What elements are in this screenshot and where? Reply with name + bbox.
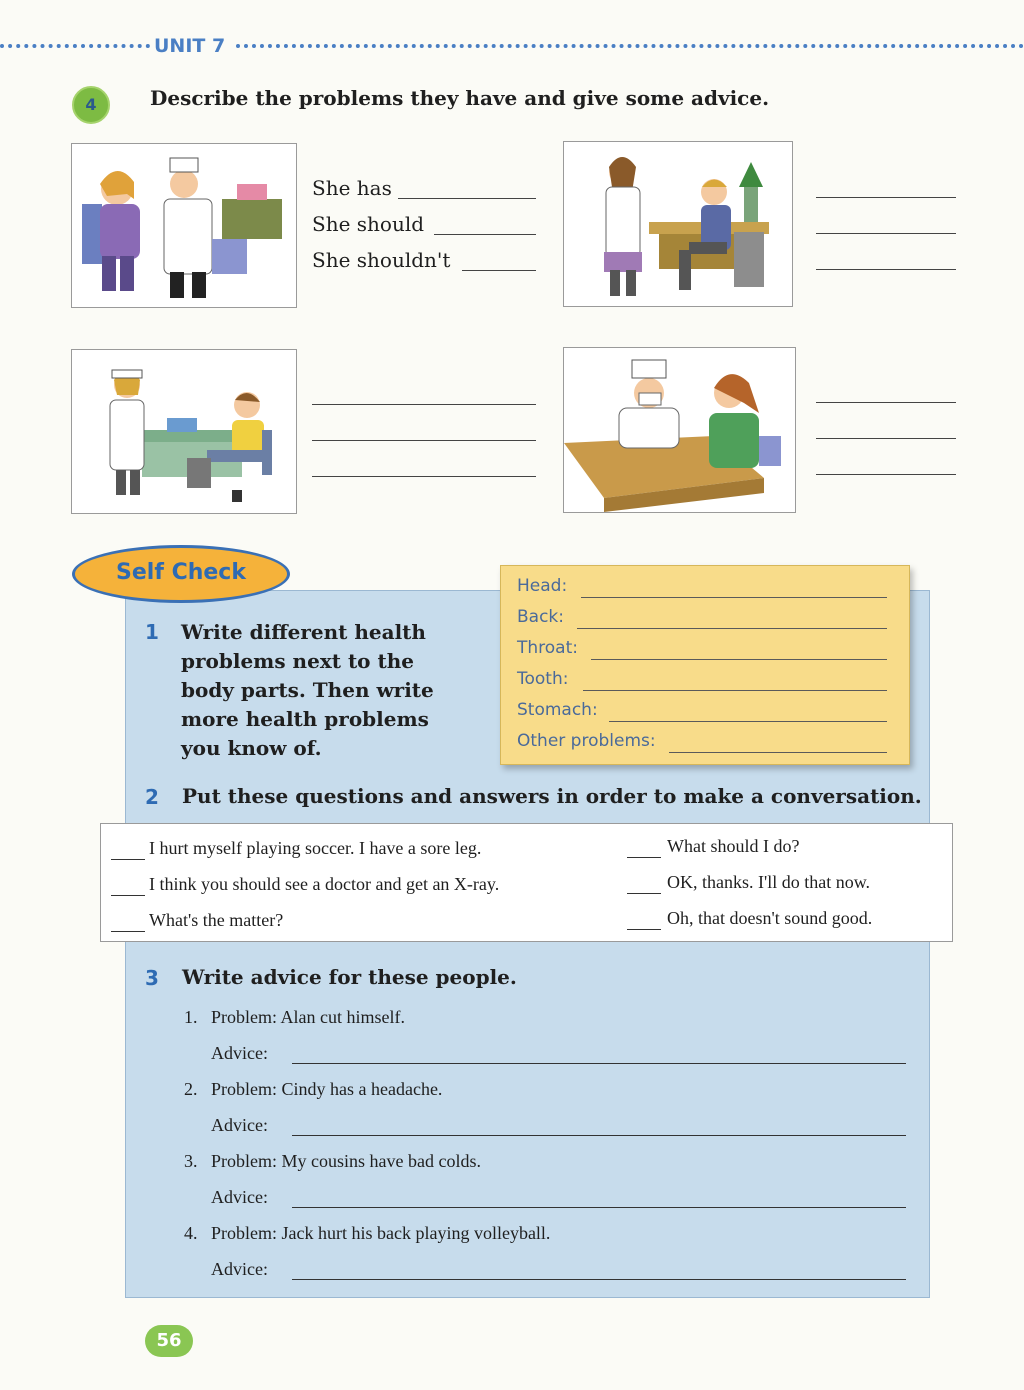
body-part-label: Other problems: xyxy=(517,731,656,751)
answer-line[interactable] xyxy=(816,269,956,270)
illustration-doctor-girl xyxy=(563,347,796,513)
task-2-title: Put these questions and answers in order to make a conversation. xyxy=(182,784,922,808)
task-3-number: 3 xyxy=(145,966,159,990)
illustration-dentist-girl xyxy=(71,143,297,308)
prompt-she-has: She has xyxy=(312,176,392,200)
conversation-box xyxy=(100,823,953,942)
answer-line[interactable] xyxy=(312,440,536,441)
answer-line[interactable] xyxy=(312,476,536,477)
body-part-label: Back: xyxy=(517,607,564,627)
order-blank[interactable] xyxy=(627,893,661,894)
advice-label: Advice: xyxy=(211,1259,268,1279)
header-dots-left xyxy=(0,44,150,48)
answer-line[interactable] xyxy=(434,234,536,235)
advice-label: Advice: xyxy=(211,1187,268,1207)
order-blank[interactable] xyxy=(111,895,145,896)
item-number: 1. xyxy=(184,1007,198,1027)
conversation-line: OK, thanks. I'll do that now. xyxy=(667,872,871,892)
task-1-line: Write different health xyxy=(181,620,426,644)
advice-line[interactable] xyxy=(292,1207,906,1208)
body-part-label: Head: xyxy=(517,576,568,596)
body-part-line[interactable] xyxy=(591,659,887,660)
advice-label: Advice: xyxy=(211,1115,268,1135)
answer-line[interactable] xyxy=(816,438,956,439)
task-1-line: body parts. Then write xyxy=(181,678,434,702)
illustration-nurse-boy xyxy=(563,141,793,307)
answer-line[interactable] xyxy=(462,270,536,271)
answer-line[interactable] xyxy=(312,404,536,405)
advice-line[interactable] xyxy=(292,1135,906,1136)
body-part-line[interactable] xyxy=(669,752,887,753)
answer-line[interactable] xyxy=(816,197,956,198)
advice-label: Advice: xyxy=(211,1043,268,1063)
problem-text: Problem: My cousins have bad colds. xyxy=(211,1151,481,1171)
item-number: 2. xyxy=(184,1079,198,1099)
answer-line[interactable] xyxy=(398,198,536,199)
conversation-line: Oh, that doesn't sound good. xyxy=(667,908,873,928)
order-blank[interactable] xyxy=(111,931,145,932)
advice-line[interactable] xyxy=(292,1063,906,1064)
task-3-title: Write advice for these people. xyxy=(182,965,517,989)
conversation-line: I hurt myself playing soccer. I have a sore leg. xyxy=(149,838,482,858)
task-1-line: more health problems xyxy=(181,707,429,731)
prompt-she-should: She should xyxy=(312,212,425,236)
unit-label: UNIT 7 xyxy=(154,35,226,57)
body-part-line[interactable] xyxy=(577,628,887,629)
task-1-line: problems next to the xyxy=(181,649,414,673)
task-1-line: you know of. xyxy=(181,736,322,760)
answer-line[interactable] xyxy=(816,402,956,403)
task-2-number: 2 xyxy=(145,785,159,809)
item-number: 4. xyxy=(184,1223,198,1243)
task-1-number: 1 xyxy=(145,620,159,644)
body-part-label: Throat: xyxy=(517,638,578,658)
problem-text: Problem: Cindy has a headache. xyxy=(211,1079,443,1099)
body-part-label: Stomach: xyxy=(517,700,598,720)
problem-text: Problem: Jack hurt his back playing volleyball. xyxy=(211,1223,551,1243)
conversation-line: What's the matter? xyxy=(149,910,284,930)
answer-line[interactable] xyxy=(816,474,956,475)
body-part-line[interactable] xyxy=(583,690,887,691)
conversation-line: I think you should see a doctor and get an X-ray. xyxy=(149,874,500,894)
answer-line[interactable] xyxy=(816,233,956,234)
exercise-4-badge: 4 xyxy=(72,86,110,124)
problem-text: Problem: Alan cut himself. xyxy=(211,1007,405,1027)
body-parts-box xyxy=(500,565,910,765)
body-part-label: Tooth: xyxy=(517,669,569,689)
exercise-4-title: Describe the problems they have and give some advice. xyxy=(150,86,770,110)
body-part-line[interactable] xyxy=(581,597,887,598)
self-check-label: Self Check xyxy=(72,545,290,603)
order-blank[interactable] xyxy=(627,857,661,858)
prompt-she-shouldnt: She shouldn't xyxy=(312,248,451,272)
page-number: 56 xyxy=(145,1325,193,1357)
order-blank[interactable] xyxy=(627,929,661,930)
conversation-line: What should I do? xyxy=(667,836,800,856)
advice-line[interactable] xyxy=(292,1279,906,1280)
order-blank[interactable] xyxy=(111,859,145,860)
illustration-nurse-boy-chair xyxy=(71,349,297,514)
item-number: 3. xyxy=(184,1151,198,1171)
body-part-line[interactable] xyxy=(609,721,887,722)
header-dots-right xyxy=(236,44,1024,48)
